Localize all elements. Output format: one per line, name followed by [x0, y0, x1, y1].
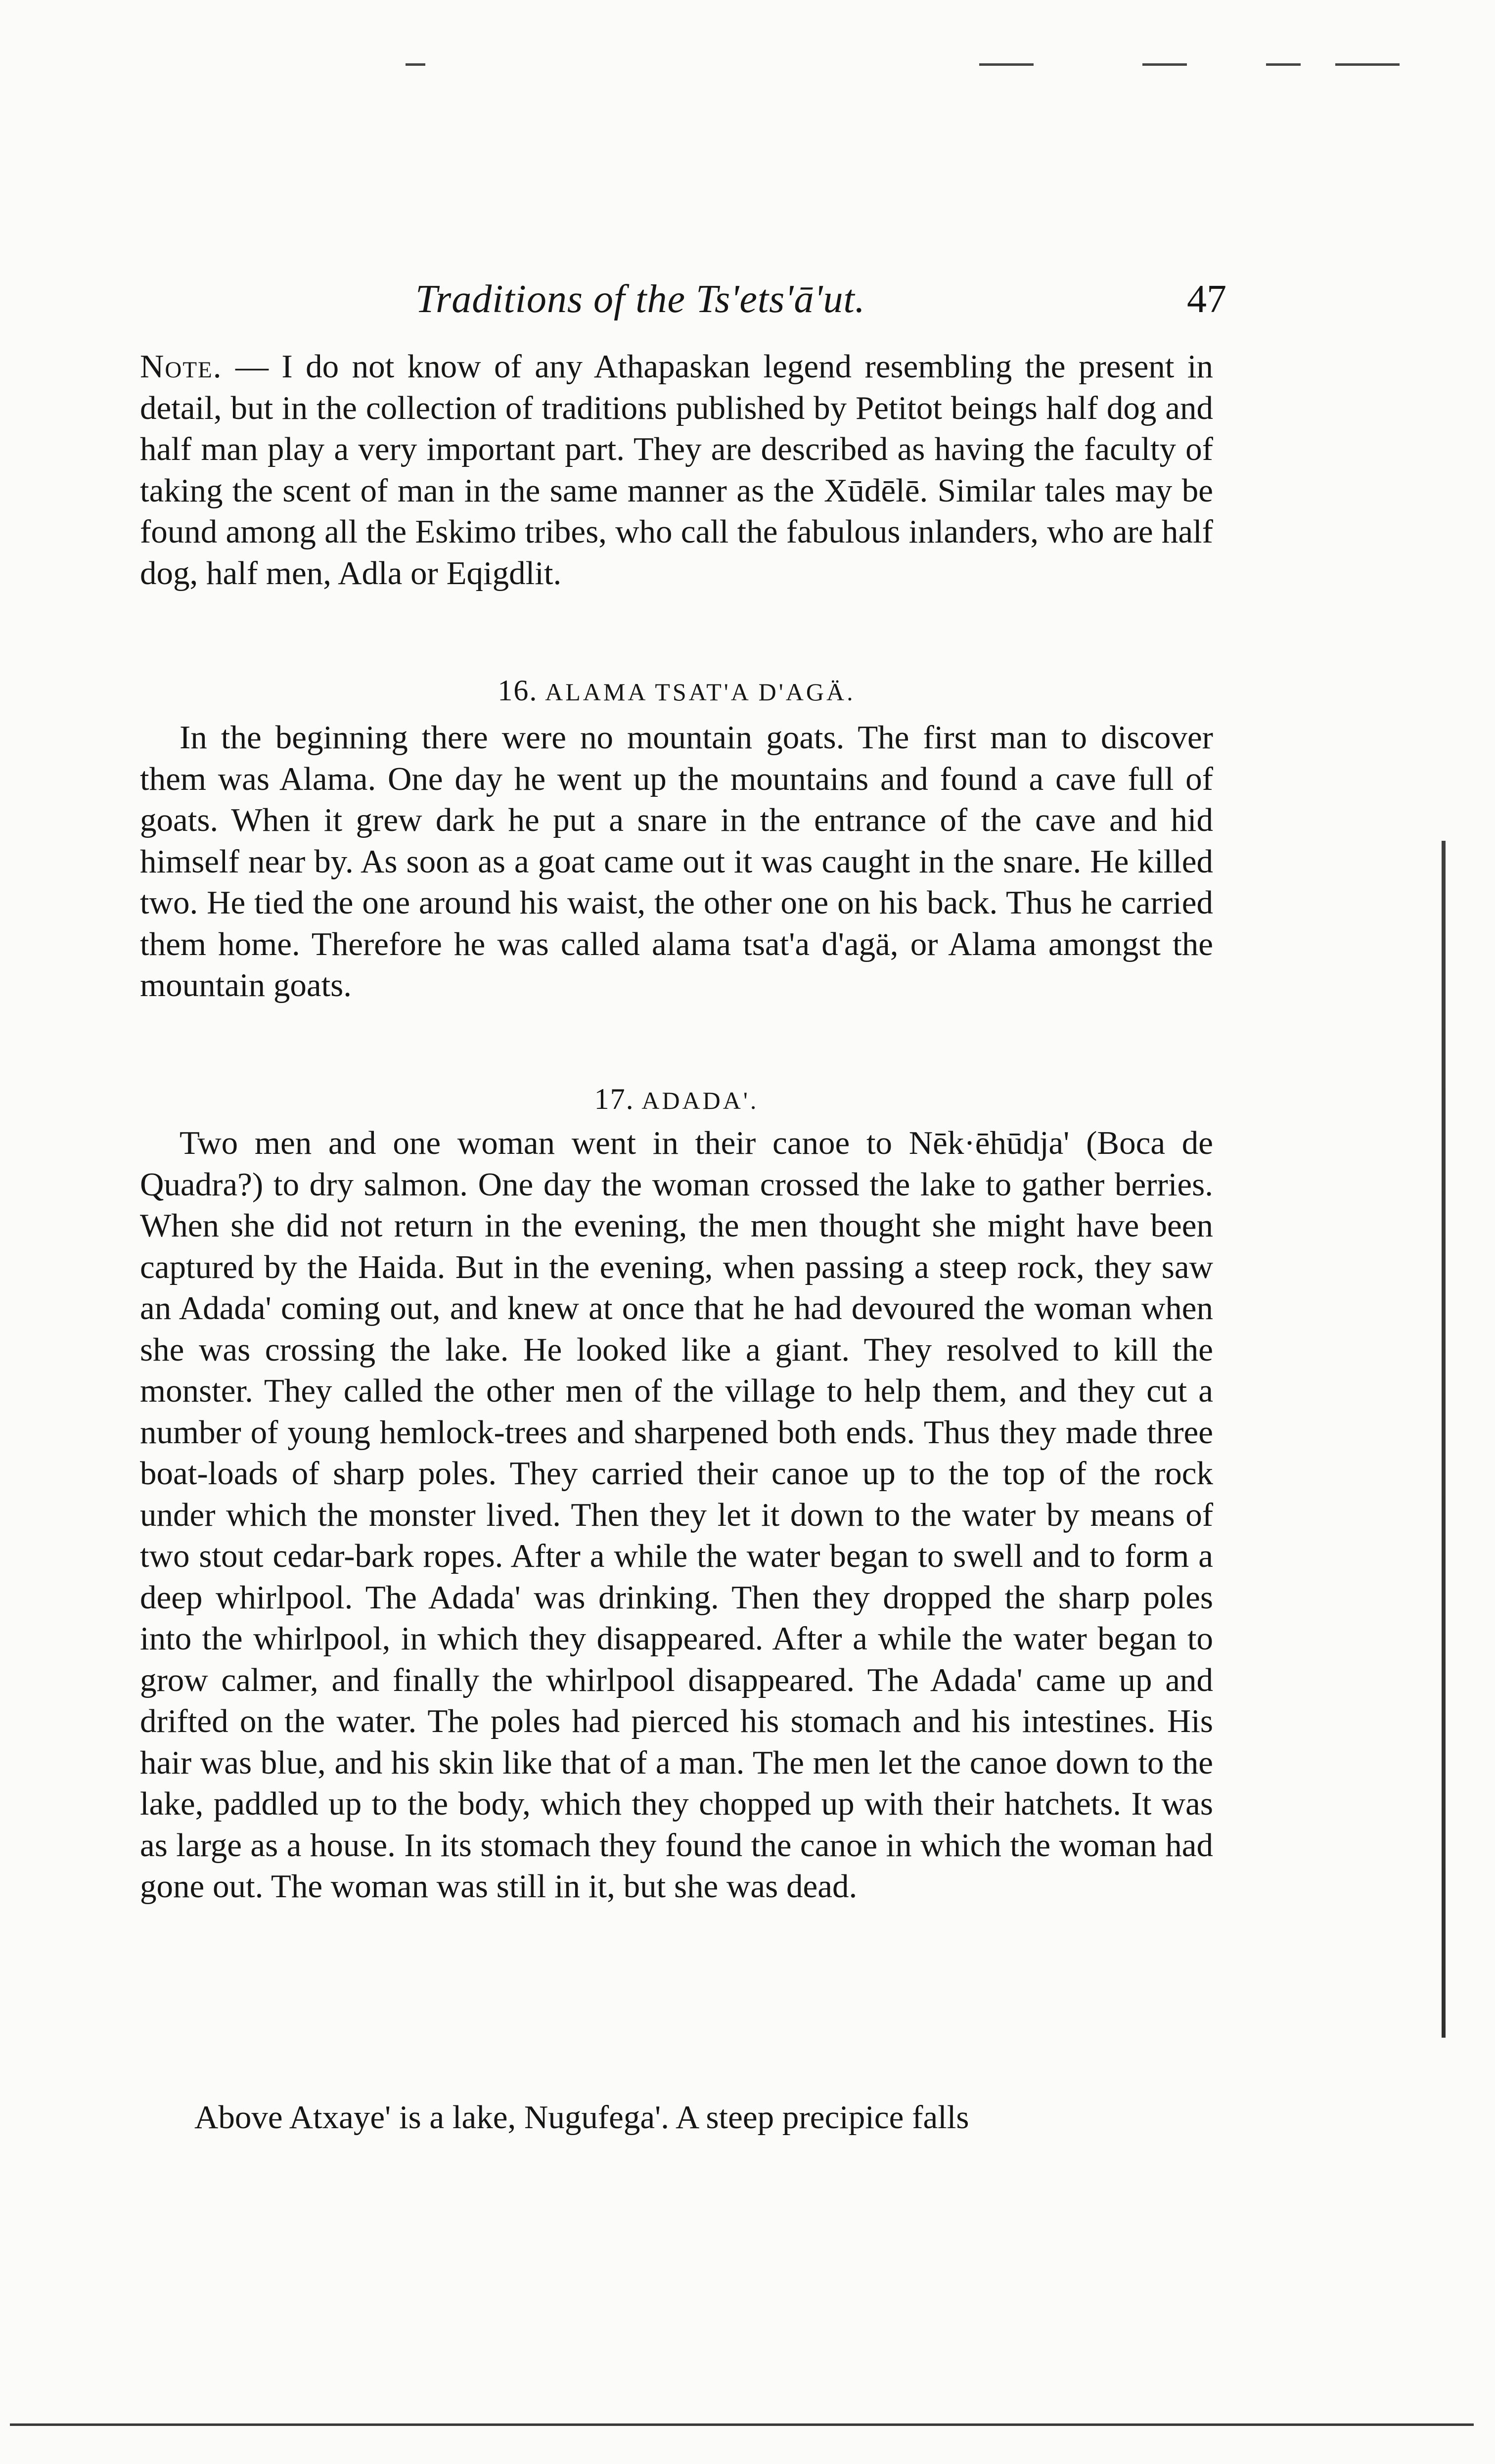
note-text: — I do not know of any Athapaskan legend resembling the present in detail, but in the collection of traditions published by Petitot beings half dog and half man play a very important part. They are described as having the faculty of taking the scent of man in the same manner as the Xūdēlē. Similar tales may be found among all the Eskimo tribes, who call the fabulous inlanders, who are half dog, half men, Adla or Eqigdlit.	[140, 348, 1213, 592]
next-paragraph-start: Above Atxaye' is a lake, Nugufega'. A steep precipice falls	[194, 2099, 969, 2136]
page-header	[138, 277, 1226, 331]
section-title: ADADA'.	[641, 1087, 759, 1114]
section-number: 16.	[498, 674, 538, 707]
section-heading-16	[140, 674, 1213, 708]
scan-mark	[1142, 63, 1187, 66]
note-lead: Note.	[140, 348, 223, 385]
scan-mark	[406, 63, 425, 66]
section-title: ALAMA TSAT'A D'AGÄ.	[545, 678, 856, 706]
scan-mark	[1335, 63, 1400, 66]
running-title: Traditions of the Ts'ets'ā'ut.	[415, 277, 865, 321]
page-bottom-edge	[10, 2423, 1474, 2426]
section-number: 17.	[594, 1083, 634, 1115]
section-heading-17	[140, 1082, 1213, 1116]
note-paragraph	[140, 346, 1213, 594]
section-17-paragraph: Two men and one woman went in their canoe to Nēk·ēhūdja' (Boca de Quadra?) to dry salmon. One day the woman crossed the lake to gather berries. When she did not return in the evening, the men thought she might have been captured by the Haida. But in the evening, when passing a steep rock, they saw an Adada' coming out, and knew at once that he had devoured the woman when she was crossing the lake. He looked like a giant. They resolved to kill the monster. They called the other men of the village to help them, and they cut a number of young hemlock-trees and sharpened both ends. Thus they made three boat-loads of sharp poles. They carried their canoe up to the top of the rock under which the monster lived. Then they let it down to the water by means of two stout cedar-bark ropes. After a while the water began to swell and to form a deep whirlpool. The Adada' was drinking. Then they dropped the sharp poles into the whirlpool, in which they disappeared. After a while the water began to grow calmer, and finally the whirlpool disappeared. The Adada' came up and drifted on the water. The poles had pierced his stomach and his intestines. His hair was blue, and his skin like that of a man. The men let the canoe down to the lake, paddled up to the body, which they chopped up with their hatchets. It was as large as a house. In its stomach they found the canoe in which the woman had gone out. The woman was still in it, but she was dead.	[140, 1125, 1213, 1905]
binding-edge-mark	[1442, 841, 1446, 2038]
scan-mark	[979, 63, 1034, 66]
scan-mark	[1266, 63, 1301, 66]
page-number: 47	[1187, 277, 1226, 321]
section-16-paragraph: In the beginning there were no mountain goats. The first man to discover them was Alama. One day he went up the mountains and found a cave full of goats. When it grew dark he put a snare in the entrance of the cave and hid himself near by. As soon as a goat came out it was caught in the snare. He killed two. He tied the one around his waist, the other one on his back. Thus he carried them home. Therefore he was called alama tsat'a d'agä, or Alama amongst the mountain goats.	[140, 719, 1213, 1004]
